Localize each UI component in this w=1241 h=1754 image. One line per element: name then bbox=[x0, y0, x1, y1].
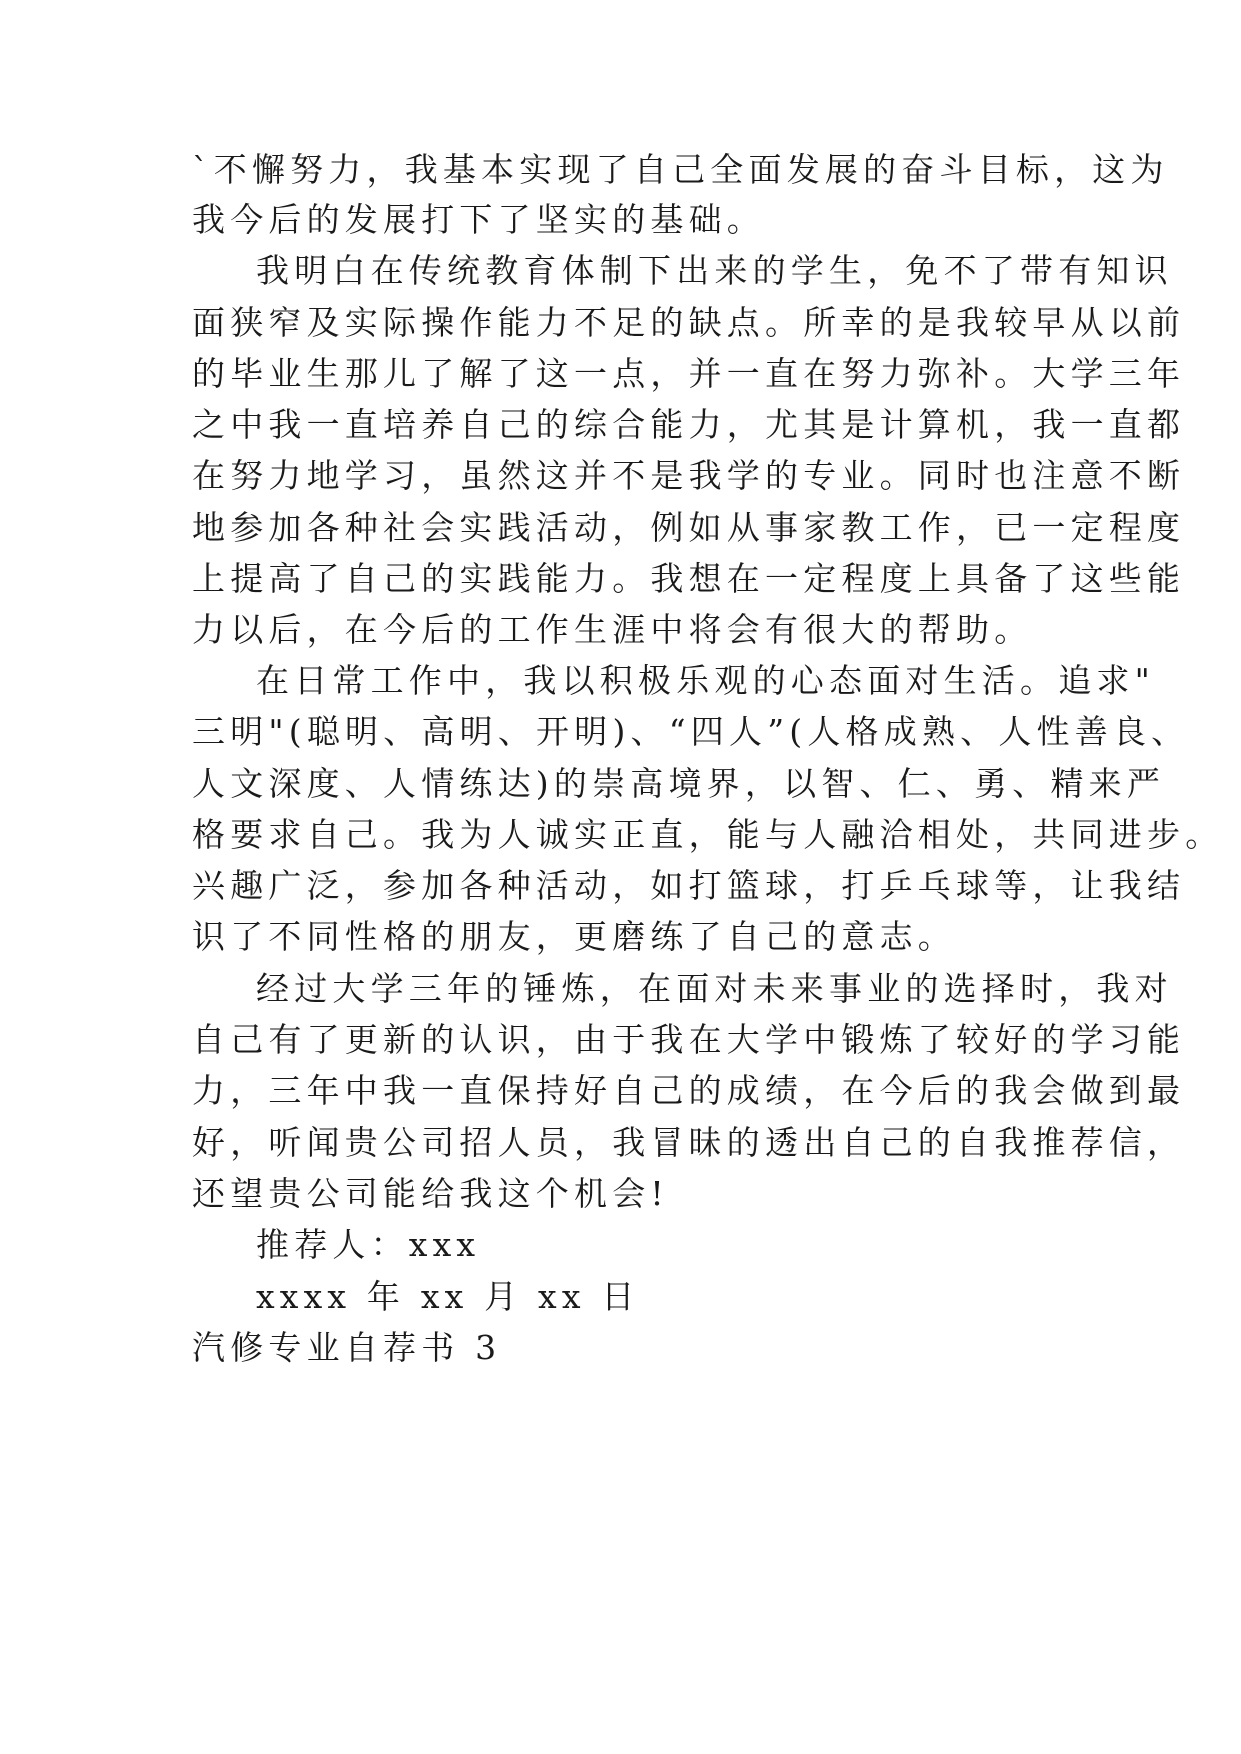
body-line: 地参加各种社会实践活动，例如从事家教工作，已一定程度 bbox=[192, 508, 1186, 547]
body-line: 我今后的发展打下了坚实的基础。 bbox=[192, 200, 765, 239]
body-line: 三明"(聪明、高明、开明)、“四人”(人格成熟、人性善良、 bbox=[192, 712, 1190, 751]
date-line: xxxx 年 xx 月 xx 日 bbox=[256, 1277, 640, 1316]
body-line: 自己有了更新的认识，由于我在大学中锻炼了较好的学习能 bbox=[192, 1020, 1186, 1059]
body-line: 兴趣广泛，参加各种活动，如打篮球，打乒乓球等，让我结 bbox=[192, 866, 1186, 905]
body-line: 好，听闻贵公司招人员，我冒昧的透出自己的自我推荐信， bbox=[192, 1123, 1186, 1162]
body-line: 上提高了自己的实践能力。我想在一定程度上具备了这些能 bbox=[192, 559, 1186, 598]
body-line: 之中我一直培养自己的综合能力，尤其是计算机，我一直都 bbox=[192, 405, 1186, 444]
body-line: 格要求自己。我为人诚实正直，能与人融洽相处，共同进步。 bbox=[192, 815, 1224, 854]
paragraph-start-line: 我明白在传统教育体制下出来的学生，免不了带有知识 bbox=[256, 251, 1173, 290]
body-line: 识了不同性格的朋友，更磨练了自己的意志。 bbox=[192, 917, 956, 956]
body-line: 力，三年中我一直保持好自己的成绩，在今后的我会做到最 bbox=[192, 1071, 1186, 1110]
body-line: 还望贵公司能给我这个机会! bbox=[192, 1174, 669, 1213]
body-line: 力以后，在今后的工作生涯中将会有很大的帮助。 bbox=[192, 610, 1033, 649]
next-section-heading: 汽修专业自荐书 3 bbox=[192, 1328, 502, 1367]
signature-line: 推荐人：xxx bbox=[256, 1225, 481, 1264]
body-line: 在努力地学习，虽然这并不是我学的专业。同时也注意不断 bbox=[192, 456, 1186, 495]
body-line: 面狭窄及实际操作能力不足的缺点。所幸的是我较早从以前 bbox=[192, 303, 1186, 342]
paragraph-start-line: 经过大学三年的锤炼，在面对未来事业的选择时，我对 bbox=[256, 969, 1173, 1008]
body-line: 人文深度、人情练达)的崇高境界，以智、仁、勇、精来严 bbox=[192, 764, 1166, 803]
body-line: 的毕业生那儿了解了这一点，并一直在努力弥补。大学三年 bbox=[192, 354, 1186, 393]
body-line: `不懈努力，我基本实现了自己全面发展的奋斗目标，这为 bbox=[192, 150, 1169, 189]
paragraph-start-line: 在日常工作中，我以积极乐观的心态面对生活。追求" bbox=[256, 661, 1155, 700]
